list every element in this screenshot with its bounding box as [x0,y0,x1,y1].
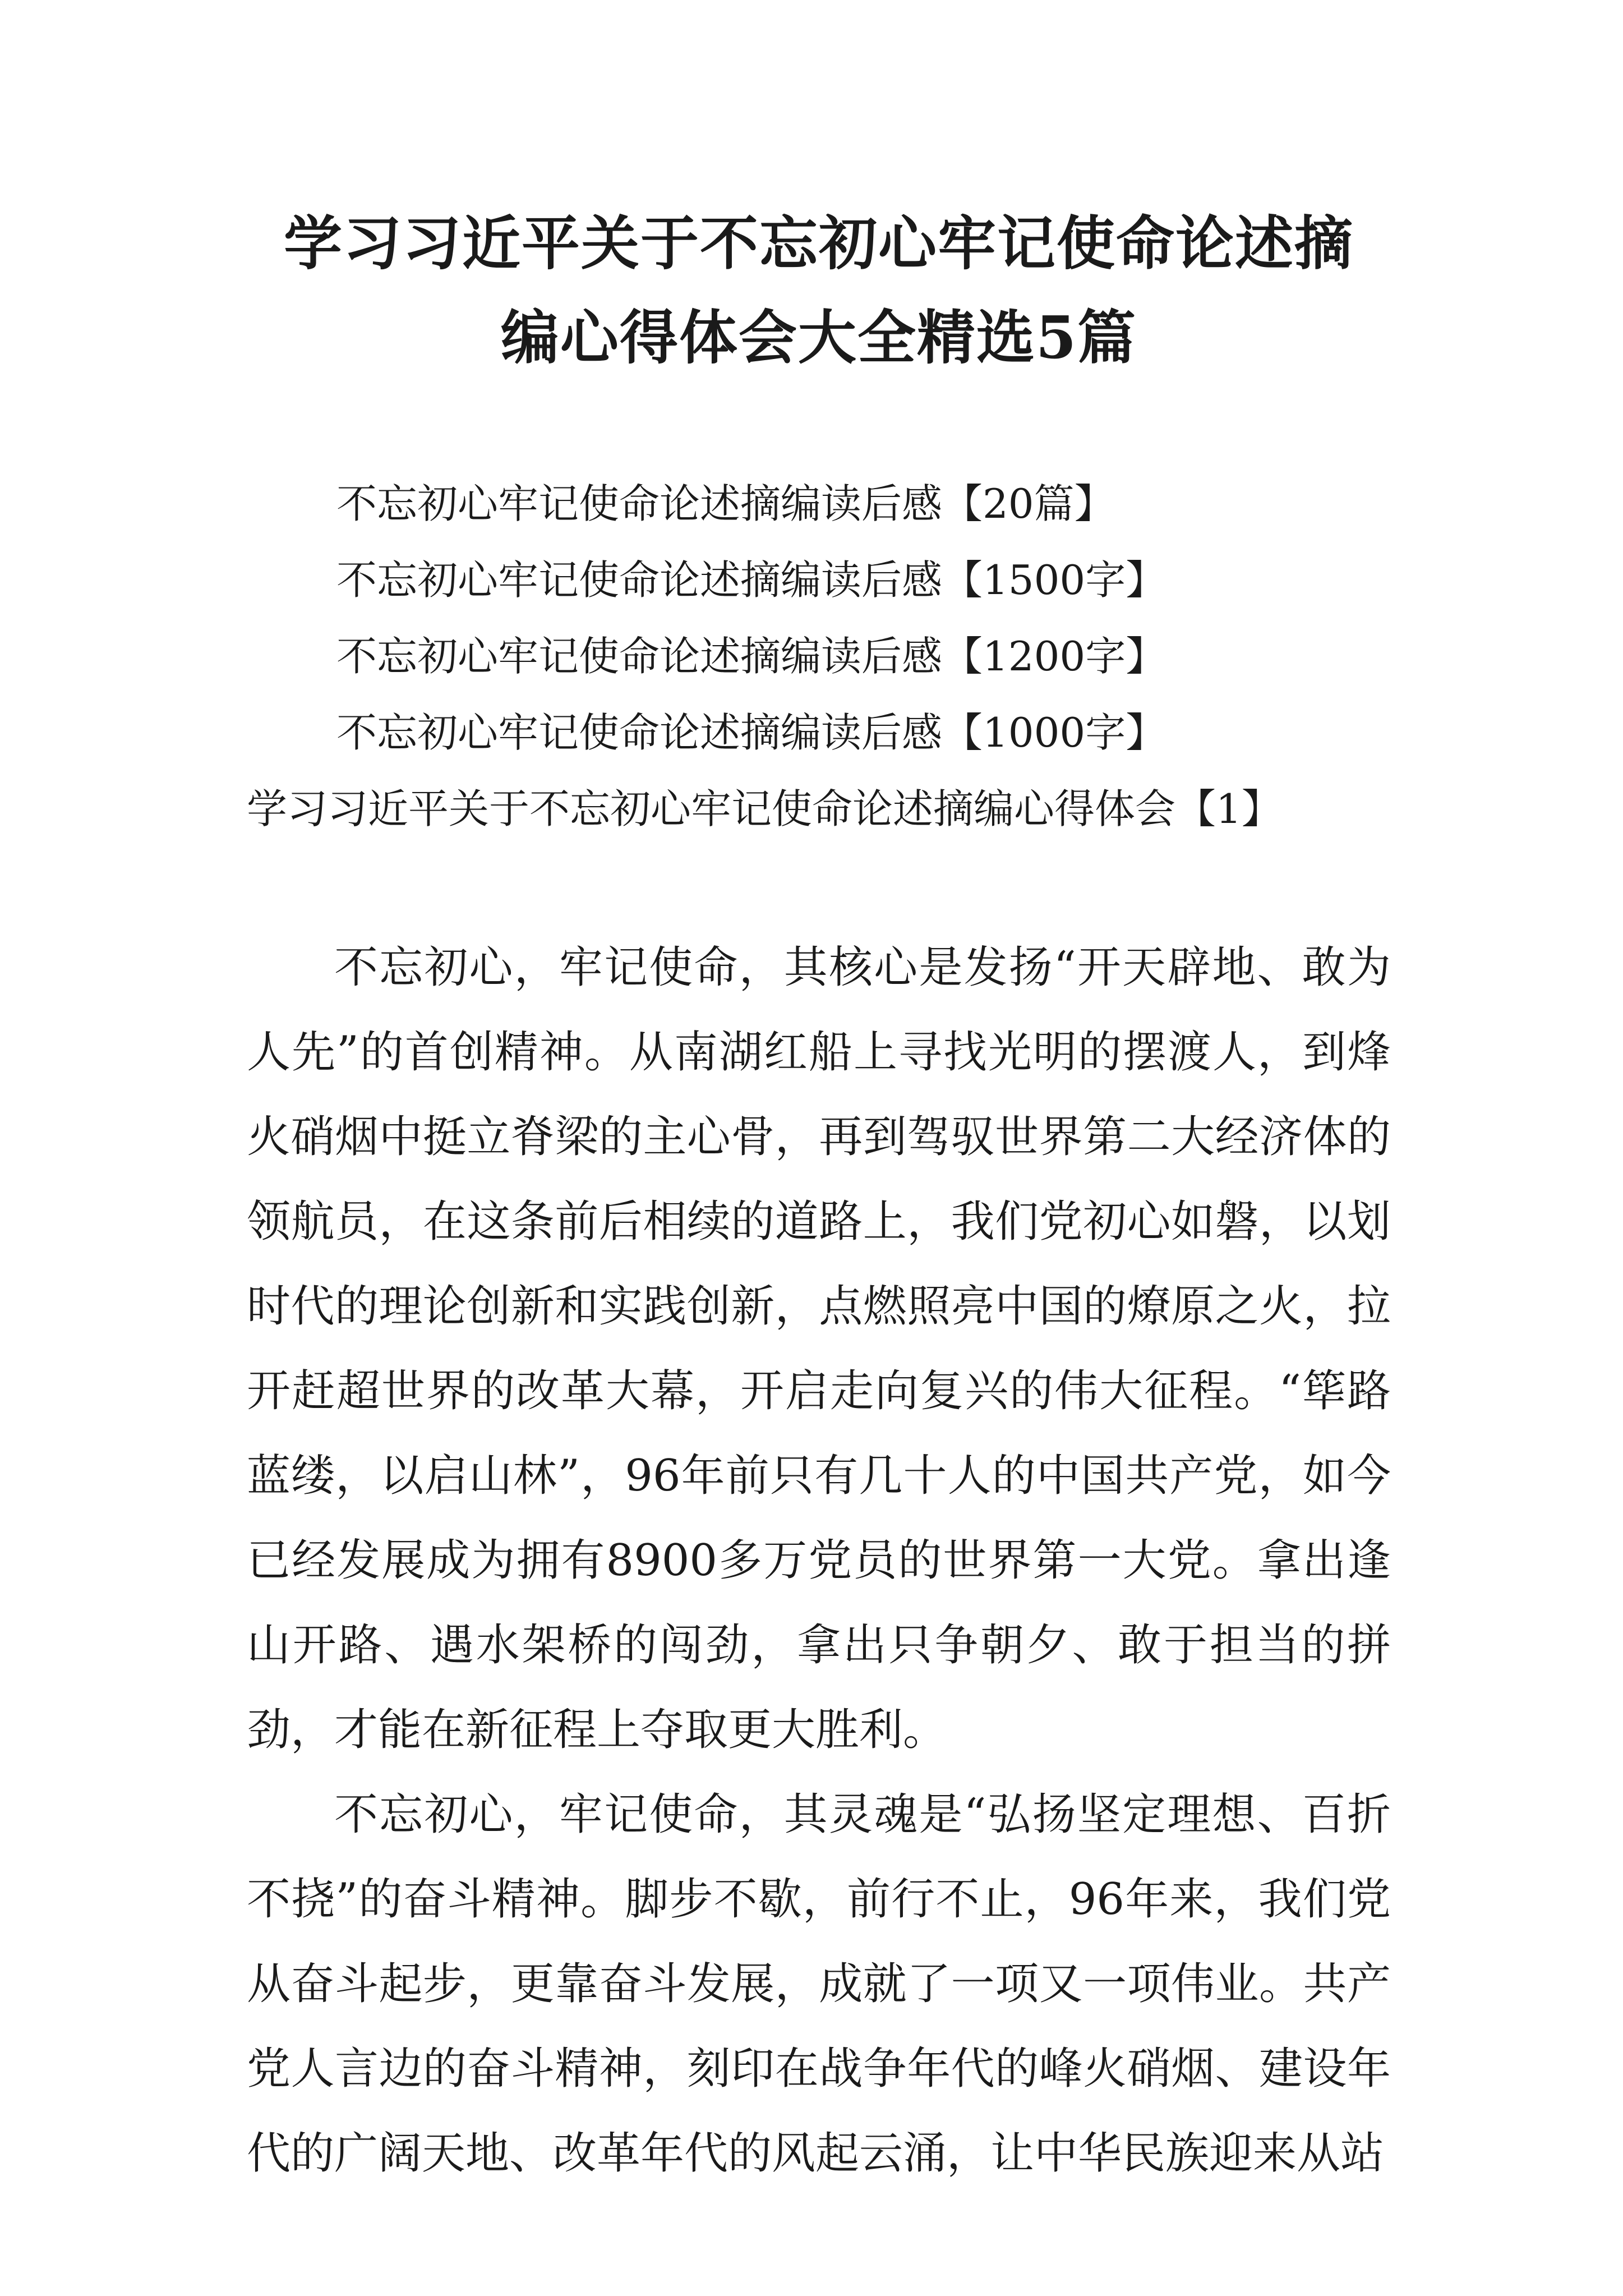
toc-item: 不忘初心牢记使命论述摘编读后感【20篇】 [336,480,1115,527]
document-body [247,926,1391,2196]
toc-item: 不忘初心牢记使命论述摘编读后感【1500字】 [336,556,1166,604]
title-line-2: 编心得体会大全精选5篇 [500,303,1137,372]
toc-item: 不忘初心牢记使命论述摘编读后感【1000字】 [336,709,1166,756]
toc-item: 学习习近平关于不忘初心牢记使命论述摘编心得体会【1】 [247,785,1282,832]
body-paragraph: 不忘初心，牢记使命，其灵魂是“弘扬坚定理想、百折不挠”的奋斗精神。脚步不歇，前行不止，96年来，我们党从奋斗起步，更靠奋斗发展，成就了一项又一项伟业。共产党人言边的奋斗精神，刻印在战争年代的峰火硝烟、建设年代的广阔天地、改革年代的风起云涌，让中华民族迎来从站 [247,1789,1391,2179]
document-title [247,196,1391,385]
body-paragraph: 不忘初心，牢记使命，其核心是发扬“开天辟地、敢为人先”的首创精神。从南湖红船上寻找光明的摆渡人，到烽火硝烟中挺立脊梁的主心骨，再到驾驭世界第二大经济体的领航员，在这条前后相续的道路上，我们党初心如磐，以划时代的理论创新和实践创新，点燃照亮中国的燎原之火，拉开赶超世界的改革大幕，开启走向复兴的伟大征程。“筚路蓝缕，以启山林”，96年前只有几十人的中国共产党，如今已经发展成为拥有8900多万党员的世界第一大党。拿出逢山开路、遇水架桥的闯劲，拿出只争朝夕、敢于担当的拼劲，才能在新征程上夺取更大胜利。 [247,942,1391,1755]
table-of-contents [247,466,1391,847]
title-line-1: 学习习近平关于不忘初心牢记使命论述摘 [283,209,1354,278]
toc-item: 不忘初心牢记使命论述摘编读后感【1200字】 [336,633,1166,680]
